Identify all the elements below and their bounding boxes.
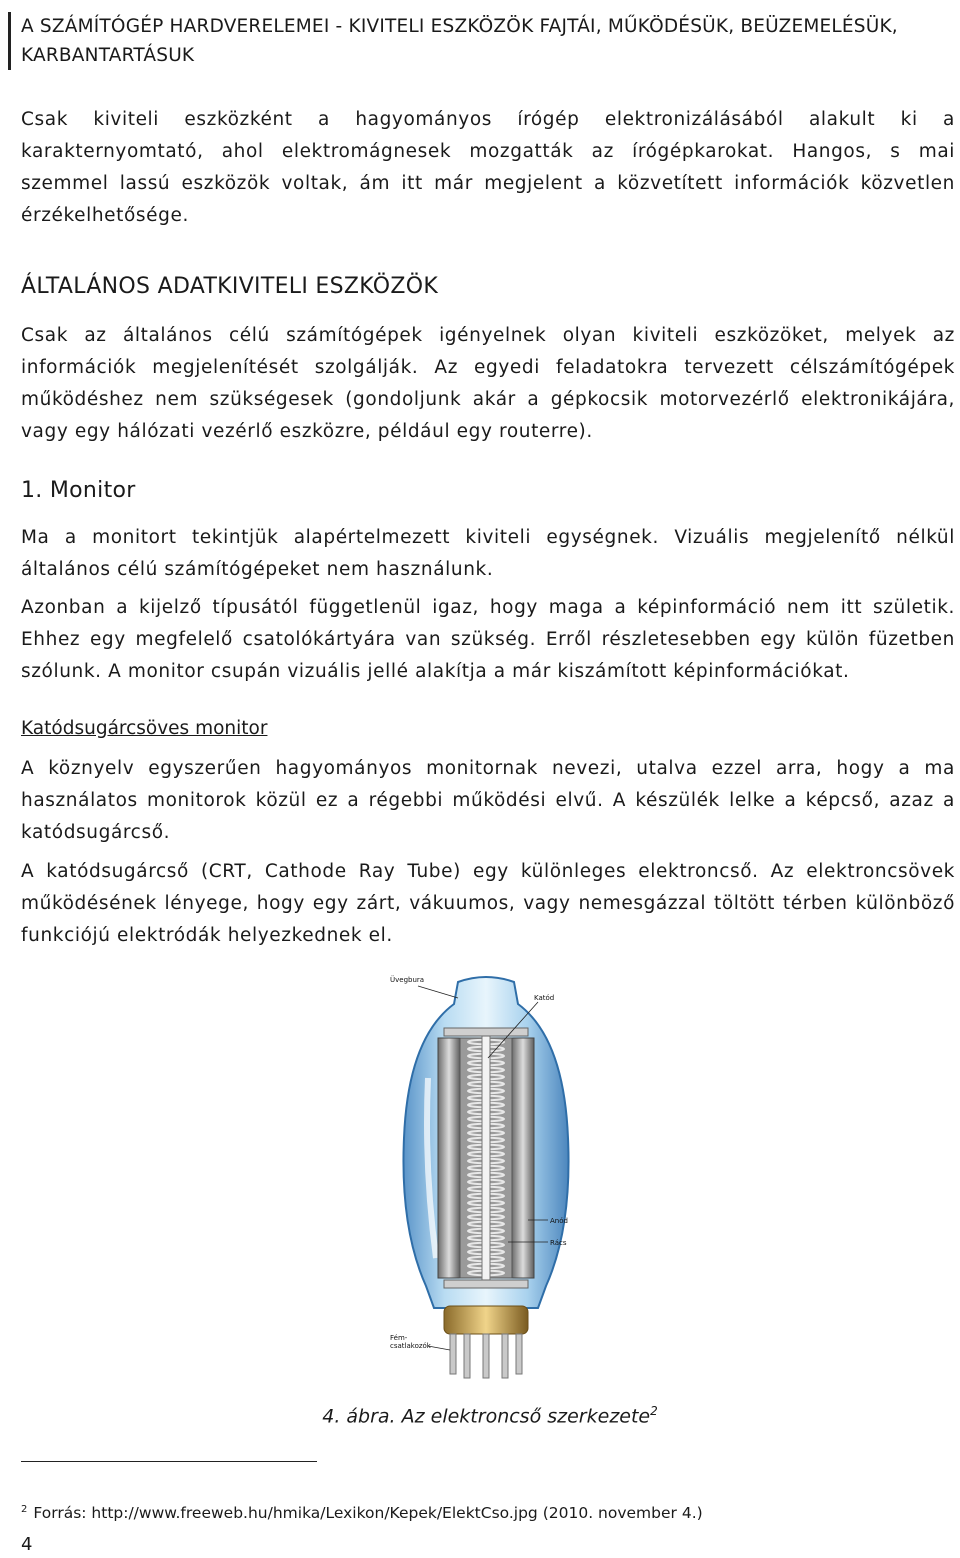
figure-caption-ref: 2: [650, 1404, 658, 1418]
leader-glass: [418, 986, 458, 998]
page-number: 4: [21, 1534, 33, 1555]
figure-caption: [0, 1396, 960, 1431]
leader-pins: [428, 1346, 450, 1350]
pin: [450, 1334, 456, 1374]
electron-tube-figure: [388, 968, 584, 1380]
paragraph-crt-2: A katódsugárcső (CRT, Cathode Ray Tube) egy különleges elektroncső. Az elektroncsövek működésének lényege, hogy egy zárt, vákuumos, vagy nemesgázzal töltött térben különböző funkciójú elektródák helyezkednek el.: [21, 861, 955, 946]
top-mica: [444, 1028, 528, 1036]
footnote-ref: 2: [21, 1504, 28, 1515]
pin: [516, 1334, 522, 1374]
footnote-text: Forrás: http://www.freeweb.hu/hmika/Lexikon/Kepek/ElektCso.jpg (2010. november 4.): [33, 1504, 703, 1523]
paragraph-monitor-1: Ma a monitort tekintjük alapértelmezett kiviteli egységnek. Vizuális megjelenítő nélkül általános célú számítógépeket nem használunk.: [21, 527, 955, 580]
paragraph-crt-1: A köznyelv egyszerűen hagyományos monitornak nevezi, utalva ezzel arra, hogy a ma használatos monitorok közül ez a régebbi működési elvű. A készülék lelke a képcső, azaz a katódsugárcső.: [21, 758, 955, 843]
connector-pins: [450, 1334, 522, 1378]
section-heading-monitor: 1. Monitor: [21, 478, 136, 503]
tube-base: [444, 1306, 528, 1334]
anode-plate-left: [438, 1038, 460, 1278]
label-pins: Fém-csatlakozók: [390, 1334, 431, 1350]
bottom-mica: [444, 1280, 528, 1288]
pin: [483, 1334, 489, 1378]
pin: [464, 1334, 470, 1378]
pin: [502, 1334, 508, 1378]
label-grid: Rács: [550, 1239, 567, 1247]
cathode: [482, 1034, 490, 1284]
label-glass: Üvegbura: [390, 976, 425, 984]
section-heading-general: ÁLTALÁNOS ADATKIVITELI ESZKÖZÖK: [21, 274, 439, 299]
label-cathode: Katód: [534, 994, 555, 1002]
paragraph-monitor-2: Azonban a kijelző típusától függetlenül igaz, hogy maga a képinformáció nem itt születik. Ehhez egy megfelelő csatolókártyára van szükség. Erről részletesebben egy külön füzetben szólunk. A monitor csupán vizuális jellé alakítja a már kiszámított képinformációkat.: [21, 597, 955, 682]
subheading-crt: Katódsugárcsöves monitor: [21, 718, 268, 739]
paragraph-intro: Csak kiviteli eszközként a hagyományos írógép elektronizálásából alakult ki a karakternyomtató, ahol elektromágnesek mozgatták az írógépkarokat. Hangos, s mai szemmel lassú eszközök voltak, ám itt már megjelent a közvetített információk közvetlen érzékelhetősége.: [21, 109, 955, 226]
paragraph-general: Csak az általános célú számítógépek igényelnek olyan kiviteli eszközöket, melyek az információk megjelenítését szolgálják. Az egyedi feladatokra tervezett célszámítógépek működéshez nem szükségesek (gondoljunk akár a gépkocsik motorvezérlő elektronikájára, vagy egy hálózati vezérlő eszközre, például egy routerre).: [21, 325, 955, 442]
running-header: A SZÁMÍTÓGÉP HARDVERELEMEI - KIVITELI ESZKÖZÖK FAJTÁI, MŰKÖDÉSÜK, BEÜZEMELÉSÜK, KARBANTARTÁSUK: [8, 12, 960, 70]
figure-caption-text: 4. ábra. Az elektroncső szerkezete: [322, 1405, 651, 1428]
footnote-separator: [21, 1461, 317, 1462]
label-anode: Anód: [550, 1217, 568, 1225]
footnote: [21, 1498, 703, 1525]
